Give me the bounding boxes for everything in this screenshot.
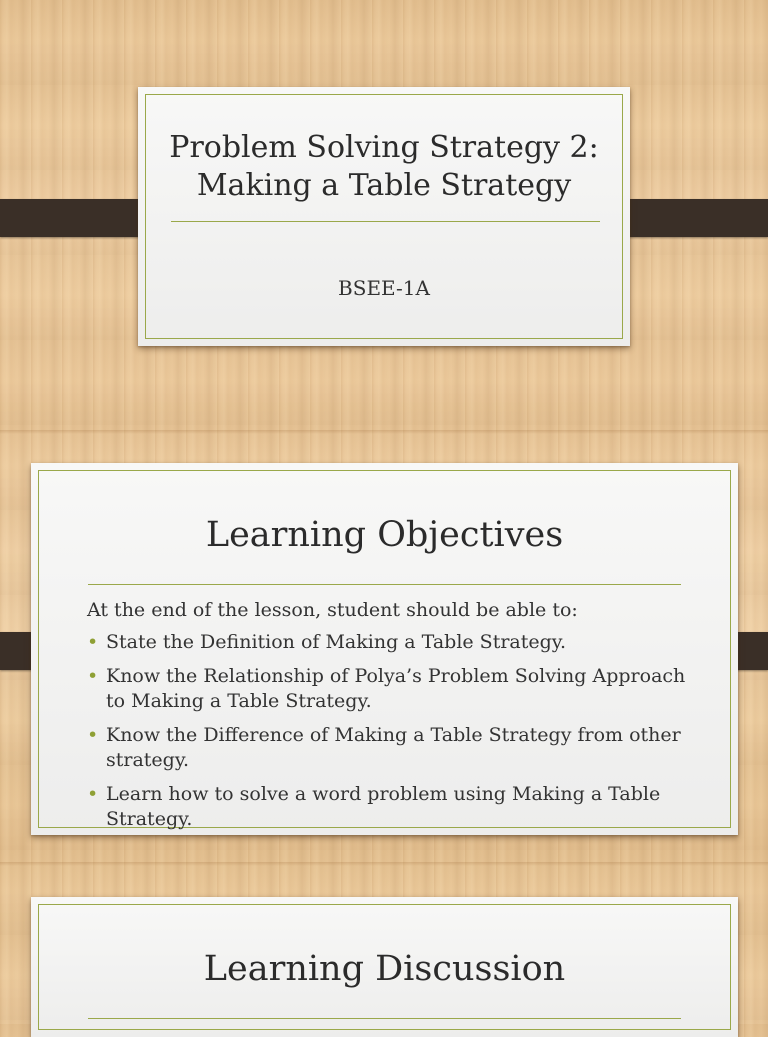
title-divider (171, 221, 600, 222)
bullet-dot-icon: • (87, 783, 99, 805)
bullet-text: State the Definition of Making a Table Strategy. (106, 631, 567, 653)
title-line-2: Making a Table Strategy (196, 168, 572, 203)
objectives-slide[interactable] (31, 463, 738, 835)
discussion-slide[interactable] (31, 897, 738, 1037)
bullet-text: Know the Relationship of Polya’s Problem Solving Approach to Making a Table Strategy. (106, 665, 686, 712)
list-item (87, 664, 697, 714)
wood-plank-seam (0, 862, 768, 866)
bullet-text: Learn how to solve a word problem using Making a Table Strategy. (106, 783, 661, 830)
bullet-text: Know the Difference of Making a Table Strategy from other strategy. (106, 724, 681, 771)
slide-heading: Learning Objectives (205, 515, 564, 555)
strap-left (0, 199, 156, 237)
slide-subtitle: BSEE-1A (338, 276, 430, 300)
heading-divider (88, 1018, 681, 1019)
heading-divider (88, 584, 681, 585)
title-line-1: Problem Solving Strategy 2: (169, 130, 599, 165)
wood-plank-seam (0, 430, 768, 434)
slide-heading: Learning Discussion (203, 949, 566, 989)
slide-title (138, 129, 630, 205)
objectives-list (87, 630, 697, 841)
bullet-dot-icon: • (87, 631, 99, 653)
title-slide[interactable] (138, 87, 630, 346)
intro-text: At the end of the lesson, student should be able to: (87, 599, 578, 621)
list-item (87, 782, 697, 832)
list-item (87, 723, 697, 773)
strap-right (612, 199, 768, 237)
list-item (87, 630, 697, 655)
bullet-dot-icon: • (87, 665, 99, 687)
bullet-dot-icon: • (87, 724, 99, 746)
